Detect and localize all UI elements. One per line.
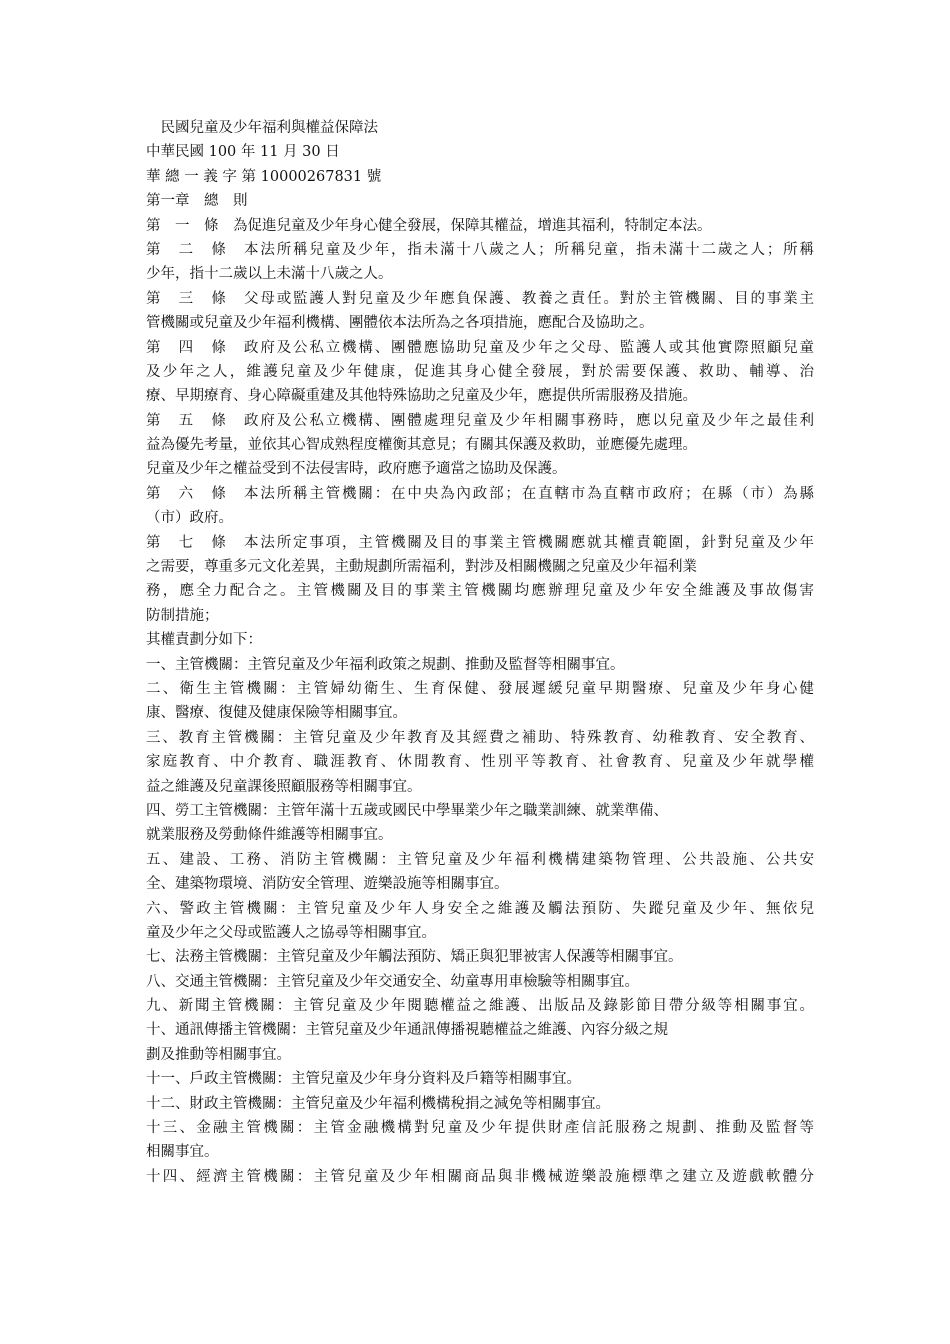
document-line: 五、建設、工務、消防主管機關：主管兒童及少年福利機構建築物管理、公共設施、公共安: [146, 851, 814, 868]
document-line: 十二、財政主管機關：主管兒童及少年福利機構稅捐之減免等相關事宜。: [146, 1095, 610, 1112]
document-line: 中華民國 100 年 11 月 30 日: [146, 144, 340, 161]
document-line: 防制措施；: [146, 607, 219, 624]
document-line: 務，應全力配合之。主管機關及目的事業主管機關均應辦理兒童及少年安全維護及事故傷害: [146, 583, 814, 600]
document-line: 童及少年之父母或監護人之協尋等相關事宜。: [146, 924, 436, 941]
document-line: 全、建築物環境、消防安全管理、遊樂設施等相關事宜。: [146, 876, 509, 893]
document-line: 十、通訊傳播主管機關：主管兒童及少年通訊傳播視聽權益之維護、內容分級之規: [146, 1022, 668, 1039]
document-line: 四、勞工主管機關：主管年滿十五歲或國民中學畢業少年之職業訓練、就業準備、: [146, 802, 668, 819]
document-line: 及少年之人，維護兒童及少年健康，促進其身心健全發展，對於需要保護、救助、輔導、治: [146, 363, 814, 380]
document-line: 十一、戶政主管機關：主管兒童及少年身分資料及戶籍等相關事宜。: [146, 1071, 581, 1088]
document-line: 第 一 條 為促進兒童及少年身心健全發展，保障其權益，增進其福利，特制定本法。: [146, 217, 712, 234]
document-line: 六、警政主管機關：主管兒童及少年人身安全之維護及觸法預防、失蹤兒童及少年、無依兒: [146, 900, 814, 917]
document-line: 益之維護及兒童課後照顧服務等相關事宜。: [146, 778, 422, 795]
document-line: 就業服務及勞動條件維護等相關事宜。: [146, 827, 393, 844]
document-line: 療、早期療育、身心障礙重建及其他特殊協助之兒童及少年，應提供所需服務及措施。: [146, 388, 697, 405]
document-line: 第 七 條 本法所定事項，主管機關及目的事業主管機關應就其權責範圍，針對兒童及少年: [146, 534, 814, 551]
document-line: 八、交通主管機關：主管兒童及少年交通安全、幼童專用車檢驗等相關事宜。: [146, 973, 639, 990]
document-line: 七、法務主管機關：主管兒童及少年觸法預防、矯正與犯罪被害人保護等相關事宜。: [146, 949, 683, 966]
document-line: 華 總 一 義 字 第 10000267831 號: [146, 168, 382, 185]
document-line: 兒童及少年之權益受到不法侵害時，政府應予適當之協助及保護。: [146, 461, 567, 478]
document-line: 第 二 條 本法所稱兒童及少年，指未滿十八歲之人；所稱兒童，指未滿十二歲之人；所稱: [146, 241, 814, 258]
document-line: 第一章 總 則: [146, 193, 248, 210]
document-line: 之需要，尊重多元文化差異，主動規劃所需福利，對涉及相關機關之兒童及少年福利業: [146, 559, 697, 576]
document-line: 一、主管機關：主管兒童及少年福利政策之規劃、推動及監督等相關事宜。: [146, 656, 625, 673]
document-line: 三、教育主管機關：主管兒童及少年教育及其經費之補助、特殊教育、幼稚教育、安全教育、: [146, 729, 814, 746]
document-line: 管機關或兒童及少年福利機構、團體依本法所為之各項措施，應配合及協助之。: [146, 315, 654, 332]
document-line: 二、衛生主管機關：主管婦幼衛生、生育保健、發展遲緩兒童早期醫療、兒童及少年身心健: [146, 680, 814, 697]
document-line: （市）政府。: [146, 510, 233, 527]
document-line: 家庭教育、中介教育、職涯教育、休閒教育、性別平等教育、社會教育、兒童及少年就學權: [146, 754, 814, 771]
document-line: 第 六 條 本法所稱主管機關：在中央為內政部；在直轄市為直轄市政府；在縣（市）為縣: [146, 485, 814, 502]
document-line: 其權責劃分如下：: [146, 632, 262, 649]
document-line: 第 五 條 政府及公私立機構、團體處理兒童及少年相關事務時，應以兒童及少年之最佳利: [146, 412, 814, 429]
document-line: 十三、金融主管機關：主管金融機構對兒童及少年提供財產信託服務之規劃、推動及監督等: [146, 1120, 814, 1137]
document-line: 劃及推動等相關事宜。: [146, 1046, 291, 1063]
document-line: 康、醫療、復健及健康保險等相關事宜。: [146, 705, 407, 722]
document-line: 益為優先考量，並依其心智成熟程度權衡其意見；有關其保護及救助，並應優先處理。: [146, 437, 697, 454]
document-line: 少年，指十二歲以上未滿十八歲之人。: [146, 266, 393, 283]
document-line: 相關事宜。: [146, 1144, 219, 1161]
document-line: 民國兒童及少年福利與權益保障法: [146, 120, 378, 136]
document-page: [146, 116, 814, 1189]
document-line: 十四、經濟主管機關：主管兒童及少年相關商品與非機械遊樂設施標準之建立及遊戲軟體分: [146, 1168, 814, 1185]
document-line: 第 三 條 父母或監護人對兒童及少年應負保護、教養之責任。對於主管機關、目的事業主: [146, 290, 814, 307]
document-line: 第 四 條 政府及公私立機構、團體應協助兒童及少年之父母、監護人或其他實際照顧兒童: [146, 339, 814, 356]
document-line: 九、新聞主管機關：主管兒童及少年閱聽權益之維護、出版品及錄影節目帶分級等相關事宜。: [146, 998, 814, 1015]
